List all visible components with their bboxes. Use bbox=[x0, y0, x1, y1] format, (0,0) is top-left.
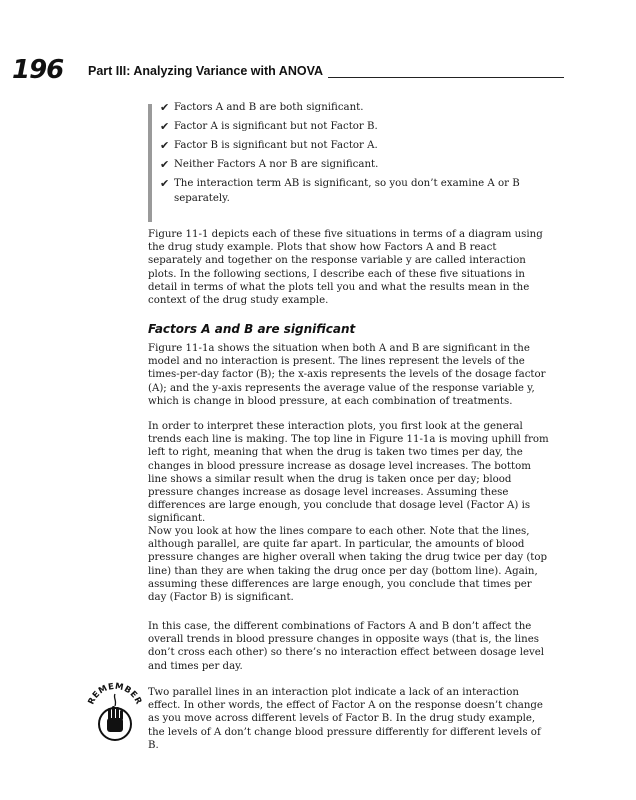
bullet-list-sidebar-bar bbox=[148, 104, 152, 222]
list-item-text: Factors A and B are both significant. bbox=[174, 102, 364, 113]
section-heading: Factors A and B are significant bbox=[148, 322, 356, 336]
checkmark-icon: ✔ bbox=[160, 158, 170, 171]
list-item bbox=[160, 176, 553, 206]
body-paragraph-3: Now you look at how the lines compare to each other. Note that the lines, although parallel, are quite far apart. In particular, the amounts of blood pressure changes are higher overall when taking the drug twice per day (top line) than they are when taking the drug once per day (bottom line). Again, assuming these differences are large enough, you conclude that times per day (Factor B) is significant. bbox=[148, 526, 548, 604]
bullet-list bbox=[148, 100, 553, 210]
list-item-text: The interaction term AB is significant, so you don’t examine A or B separately. bbox=[174, 178, 520, 204]
page-header bbox=[12, 55, 552, 85]
remember-icon bbox=[86, 682, 144, 744]
list-item-text: Factor A is significant but not Factor B. bbox=[174, 121, 378, 132]
checkmark-icon: ✔ bbox=[160, 120, 170, 133]
list-item-text: Factor B is significant but not Factor A. bbox=[174, 140, 378, 151]
running-head-title: Part III: Analyzing Variance with ANOVA bbox=[88, 64, 324, 78]
header-rule bbox=[328, 77, 564, 78]
list-item bbox=[160, 157, 553, 172]
list-item bbox=[160, 138, 553, 153]
body-paragraph-2: In order to interpret these interaction plots, you first look at the general trends each line is making. The top line in Figure 11-1a is moving uphill from left to right, meaning that when the drug is taken two times per day, the changes in blood pressure increase as dosage level increases. The bottom line shows a similar result when the drug is taken once per day; blood pressure changes increase as dosage level increases. Assuming these differences are large enough, you conclude that dosage level (Factor A) is significant. bbox=[148, 421, 549, 525]
body-paragraph-1: Figure 11-1a shows the situation when both A and B are significant in the model and no interaction is present. The lines represent the levels of the times-per-day factor (B); the x-axis represents the levels of the dosage factor (A); and the y-axis represents the average value of the response variable y, which is change in blood pressure, at each combination of treatments. bbox=[148, 343, 546, 407]
checkmark-icon: ✔ bbox=[160, 139, 170, 152]
page-number: 196 bbox=[12, 55, 64, 85]
checkmark-icon: ✔ bbox=[160, 177, 170, 190]
remember-icon-label: REMEMBER bbox=[86, 682, 144, 707]
body-paragraph-4: In this case, the different combinations of Factors A and B don’t affect the overall trends in blood pressure changes in opposite ways (that is, the lines don’t cross each other) so there’s no interaction effect between dosage level and times per day. bbox=[148, 621, 545, 672]
list-item bbox=[160, 100, 553, 115]
list-item-text: Neither Factors A nor B are significant. bbox=[174, 159, 379, 170]
remember-paragraph: Two parallel lines in an interaction plot indicate a lack of an interaction effect. In other words, the effect of Factor A on the response doesn’t change as you move across different levels of Factor B. In the drug study example, the levels of A don’t change blood pressure differently for different levels of B. bbox=[148, 687, 543, 751]
intro-paragraph: Figure 11-1 depicts each of these five situations in terms of a diagram using the drug study example. Plots that show how Factors A and B react separately and together on the response variable y are called interaction plots. In the following sections, I describe each of these five situations in detail in terms of what the plots tell you and what the results mean in the context of the drug study example. bbox=[148, 229, 543, 307]
checkmark-icon: ✔ bbox=[160, 101, 170, 114]
list-item bbox=[160, 119, 553, 134]
